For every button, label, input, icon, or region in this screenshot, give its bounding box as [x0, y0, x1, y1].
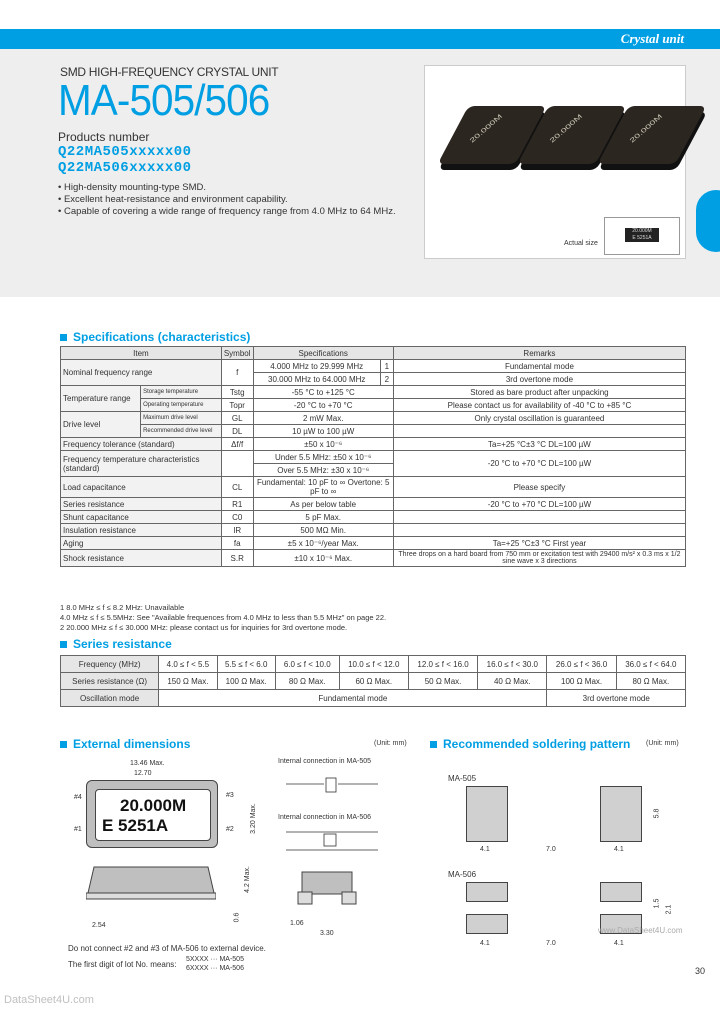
- external-dimensions-heading: External dimensions: [60, 737, 190, 751]
- connection-505-label: Internal connection in MA-505: [278, 758, 371, 765]
- connection-506-diagram: [278, 826, 388, 856]
- dimension-label: 7.0: [546, 940, 556, 947]
- feature-item: • Excellent heat-resistance and environment capability.: [58, 194, 396, 206]
- solder-pad: [466, 914, 508, 934]
- spec-notes: 1 8.0 MHz ≤ f ≤ 8.2 MHz: Unavailable 4.0 MHz ≤ f ≤ 5.5MHz: See "Available frequences from 4.0 MHz to less than 5.5 MHz" on page 22. 2 20.000 MHz ≤ f ≤ 30.000 MHz: please contact us for inquiries for 3rd overtone mode.: [60, 603, 387, 632]
- dimension-label: 1.06: [290, 920, 304, 927]
- dimension-label: 12.70: [134, 770, 152, 777]
- col-header: Remarks: [393, 347, 685, 360]
- category-bar: [0, 29, 720, 49]
- crystal-chip: 20.000M: [518, 106, 627, 164]
- marking-line: 20.000M: [120, 796, 187, 815]
- product-subtitle: SMD HIGH-FREQUENCY CRYSTAL UNIT: [60, 65, 279, 79]
- watermark-mid: www.DataSheet4U.com: [598, 926, 683, 935]
- connection-506-label: Internal connection in MA-506: [278, 814, 371, 821]
- feature-item: • Capable of covering a wide range of frequency range from 4.0 MHz to 64 MHz.: [58, 206, 396, 218]
- products-number-label: Products number: [58, 130, 150, 144]
- unit-label: (Unit: mm): [374, 740, 407, 747]
- feature-list: [58, 182, 396, 218]
- pin-label: #4: [74, 794, 82, 801]
- col-header: Specifications: [253, 347, 393, 360]
- actual-size-label: Actual size: [564, 240, 598, 247]
- specs-heading: Specifications (characteristics): [60, 330, 250, 344]
- crystal-chip: 20.000M: [438, 106, 547, 164]
- specs-table: Item Symbol Specifications Remarks Nominal frequency range f 4.000 MHz to 29.999 MHz 1 Fundamental mode 30.000 MHz to 64.000 MHz 2 3rd overtone mode Temperature range Storage temperature Tstg -55 °C to +125 °C Stored as bare product after unpacking Operating temperature Topr -20 °C to +70 °C Please contact us for availability of -40 °C to +85 °C Drive level Maximum drive level GL 2 mW Max. Only crystal oscillation is guaranteed Recommended drive level DL 10 µW to 100 µW Frequency tolerance (standard) Δf/f ±50 x 10⁻⁶ Ta=+25 °C±3 °C DL=100 µW Frequency temperature characteristics (standard) Under 5.5 MHz: ±50 x 10⁻⁶ -20 °C to +70 °C DL=100 µW Over 5.5 MHz: ±30 x 10⁻⁶ Load capacitance CL Fundamental: 10 pF to ∞ Overtone: 5 pF to ∞ Please specify Series resistance R1 As per below table -20 °C to +70 °C DL=100 µW Shunt capacitance C0 5 pF Max. Insulation resistance IR 500 MΩ Min. Aging fa ±5 x 10⁻⁶/year Max. Ta=+25 °C±3 °C First year Shock resistance S.R ±10 x 10⁻⁶ Max. Three drops on a hard board from 750 mm or excitation test with 29400 m/s² x 0.3 ms x 1/2 sine wave x 3 directions: [60, 346, 686, 567]
- dimension-label: 4.1: [480, 940, 490, 947]
- actual-size-box: [604, 217, 680, 255]
- unit-label: (Unit: mm): [646, 740, 679, 747]
- crystal-chip: 20.000M: [598, 106, 707, 164]
- page-number: 30: [695, 966, 706, 976]
- solder-pad: [466, 786, 508, 842]
- product-title: MA-505/506: [58, 76, 270, 125]
- ma505-label: MA-505: [448, 774, 477, 783]
- product-number: Q22MA506xxxxx00: [58, 160, 192, 176]
- col-header: Symbol: [221, 347, 253, 360]
- dimension-label: 4.1: [480, 846, 490, 853]
- solder-pad: [600, 882, 642, 902]
- series-resistance-heading: Series resistance: [60, 637, 172, 651]
- watermark: DataSheet4U.com: [4, 994, 94, 1006]
- external-note: The first digit of lot No. means:: [68, 960, 177, 969]
- pin-label: #2: [226, 826, 234, 833]
- solder-pad: [466, 882, 508, 902]
- dimension-label: 0.6: [233, 912, 241, 923]
- external-note: Do not connect #2 and #3 of MA-506 to external device.: [68, 944, 266, 953]
- dimension-label: 7.0: [546, 846, 556, 853]
- dimension-label: 1.5: [653, 898, 661, 909]
- marking-line: E 5251A: [102, 816, 169, 835]
- side-tab: [696, 190, 720, 252]
- product-number: Q22MA505xxxxx00: [58, 144, 192, 160]
- dimension-label: 4.1: [614, 940, 624, 947]
- dimension-label: 2.1: [665, 904, 673, 915]
- lot-code: 6XXXX ··· MA-506: [186, 965, 244, 972]
- package-side-view: [86, 863, 216, 901]
- feature-item: • High-density mounting-type SMD.: [58, 182, 396, 194]
- dimension-label: 4.1: [614, 846, 624, 853]
- package-top-view: [86, 780, 218, 848]
- connection-505-diagram: [278, 770, 388, 806]
- dimension-label: 4.2 Max.: [243, 866, 251, 893]
- col-header: Item: [61, 347, 222, 360]
- dimension-label: 2.54: [92, 922, 106, 929]
- pin-label: #3: [226, 792, 234, 799]
- ma506-label: MA-506: [448, 870, 477, 879]
- pin-label: #1: [74, 826, 82, 833]
- dimension-label: 3.30: [320, 930, 334, 937]
- soldering-pattern-heading: Recommended soldering pattern: [430, 737, 630, 751]
- actual-size-chip: 20.000M E 5251A: [625, 228, 659, 242]
- pad-side-view: [296, 862, 360, 912]
- dimension-label: 3.20 Max.: [249, 803, 257, 834]
- solder-pad: [600, 786, 642, 842]
- dimension-label: 5.8: [653, 808, 661, 819]
- category-label: Crystal unit: [620, 31, 684, 46]
- dimension-label: 13.46 Max.: [130, 760, 165, 767]
- lot-code: 5XXXX ··· MA-505: [186, 956, 244, 963]
- series-resistance-table: Frequency (MHz) 4.0 ≤ f < 5.5 5.5 ≤ f < 6.0 6.0 ≤ f < 10.0 10.0 ≤ f < 12.0 12.0 ≤ f < 16.0 16.0 ≤ f < 30.0 26.0 ≤ f < 36.0 36.0 ≤ f < 64.0 Series resistance (Ω) 150 Ω Max. 100 Ω Max. 80 Ω Max. 60 Ω Max. 50 Ω Max. 40 Ω Max. 100 Ω Max. 80 Ω Max. Oscillation mode Fundamental mode 3rd overtone mode: [60, 655, 686, 707]
